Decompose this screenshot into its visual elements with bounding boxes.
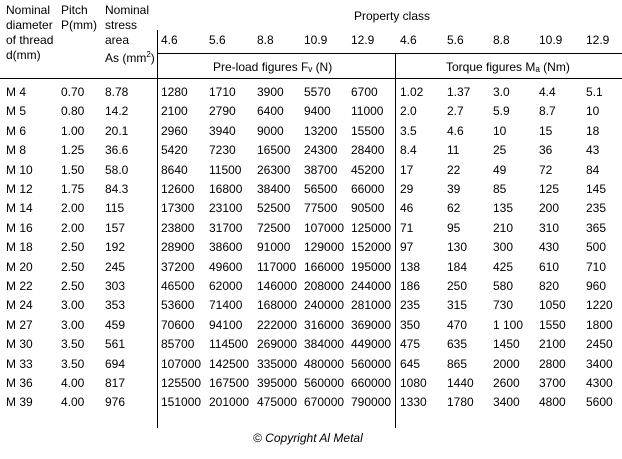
row-preload-4: 281000	[351, 298, 392, 312]
row-preload-1: 1710	[209, 85, 236, 99]
row-torque-0: 3.5	[400, 124, 417, 138]
row-area: 58.0	[105, 163, 129, 177]
row-preload-0: 2100	[161, 104, 188, 118]
row-pitch: 3.00	[61, 298, 85, 312]
row-torque-1: 184	[447, 260, 468, 274]
area-unit-close: )	[150, 51, 155, 65]
header-stress-area: stress	[105, 18, 138, 32]
row-pitch: 3.50	[61, 357, 85, 371]
row-torque-0: 235	[400, 298, 421, 312]
row-thread: M 6	[6, 124, 27, 138]
row-preload-4: 369000	[351, 318, 392, 332]
row-torque-1: 1780	[447, 395, 474, 409]
row-thread: M 27	[6, 318, 33, 332]
row-area: 14.2	[105, 104, 129, 118]
row-preload-1: 7230	[209, 143, 236, 157]
row-preload-4: 125000	[351, 221, 392, 235]
row-preload-3: 384000	[304, 337, 345, 351]
row-preload-2: 38400	[257, 182, 291, 196]
row-preload-4: 449000	[351, 337, 392, 351]
row-thread: M 8	[6, 143, 27, 157]
row-torque-0: 1080	[400, 376, 427, 390]
row-torque-3: 820	[539, 279, 560, 293]
row-preload-1: 31700	[209, 221, 243, 235]
row-torque-4: 145	[586, 182, 607, 196]
row-torque-3: 1550	[539, 318, 566, 332]
row-preload-0: 85700	[161, 337, 195, 351]
row-torque-1: 315	[447, 298, 468, 312]
row-preload-3: 560000	[304, 376, 345, 390]
row-pitch: 3.00	[61, 318, 85, 332]
row-preload-4: 660000	[351, 376, 392, 390]
row-preload-2: 117000	[257, 260, 297, 274]
row-torque-2: 2000	[493, 357, 520, 371]
row-torque-0: 29	[400, 182, 414, 196]
row-pitch: 3.50	[61, 337, 85, 351]
row-area: 115	[105, 201, 125, 215]
row-torque-4: 43	[586, 143, 600, 157]
row-pitch: 1.75	[61, 182, 85, 196]
row-preload-4: 790000	[351, 395, 392, 409]
row-torque-2: 300	[493, 240, 514, 254]
row-torque-3: 8.7	[539, 104, 556, 118]
row-torque-4: 960	[586, 279, 607, 293]
row-thread: M 36	[6, 376, 33, 390]
row-torque-2: 730	[493, 298, 514, 312]
row-torque-2: 85	[493, 182, 507, 196]
row-thread: M 39	[6, 395, 33, 409]
row-preload-0: 1280	[161, 85, 188, 99]
row-torque-1: 1.37	[447, 85, 471, 99]
header-stress-area: Nominal	[105, 3, 150, 17]
row-preload-0: 2960	[161, 124, 188, 138]
row-preload-1: 3940	[209, 124, 236, 138]
row-preload-2: 475000	[257, 395, 298, 409]
row-preload-3: 129000	[304, 240, 345, 254]
row-thread: M 30	[6, 337, 33, 351]
row-preload-1: 2790	[209, 104, 236, 118]
row-torque-4: 5.1	[586, 85, 603, 99]
row-preload-2: 395000	[257, 376, 298, 390]
row-torque-3: 3700	[539, 376, 566, 390]
row-preload-3: 166000	[304, 260, 345, 274]
row-pitch: 4.00	[61, 395, 85, 409]
row-preload-1: 23100	[209, 201, 243, 215]
row-area: 8.78	[105, 85, 129, 99]
row-torque-1: 2.7	[447, 104, 464, 118]
row-preload-3: 24300	[304, 143, 338, 157]
row-area: 303	[105, 279, 126, 293]
row-pitch: 2.00	[61, 201, 85, 215]
row-torque-4: 10	[586, 104, 600, 118]
row-preload-4: 6700	[351, 85, 378, 99]
torque-label: Torque figures Mₐ (Nm)	[446, 60, 570, 74]
header-class-7: 8.8	[493, 33, 510, 47]
row-torque-0: 97	[400, 240, 414, 254]
row-torque-1: 11	[447, 143, 460, 157]
row-pitch: 1.25	[61, 143, 85, 157]
row-torque-1: 1440	[447, 376, 474, 390]
preload-label: Pre-load figures Fᵥ (N)	[213, 60, 333, 74]
row-preload-0: 5420	[161, 143, 188, 157]
row-preload-1: 38600	[209, 240, 243, 254]
header-class-0: 4.6	[161, 33, 178, 47]
row-torque-2: 10	[493, 124, 507, 138]
row-preload-1: 201000	[209, 395, 250, 409]
row-torque-2: 25	[493, 143, 507, 157]
row-preload-3: 208000	[304, 279, 345, 293]
row-torque-4: 235	[586, 201, 607, 215]
row-torque-2: 1450	[493, 337, 520, 351]
header-class-1: 5.6	[209, 33, 226, 47]
header-thread-diameter: d(mm)	[6, 48, 41, 62]
row-preload-2: 168000	[257, 298, 298, 312]
header-stress-area: area	[105, 33, 130, 47]
row-preload-4: 195000	[351, 260, 392, 274]
row-preload-0: 53600	[161, 298, 195, 312]
row-torque-1: 22	[447, 163, 461, 177]
row-preload-4: 15500	[351, 124, 385, 138]
row-area: 976	[105, 395, 126, 409]
row-torque-1: 470	[447, 318, 468, 332]
row-preload-3: 316000	[304, 318, 345, 332]
row-torque-3: 200	[539, 201, 560, 215]
row-preload-1: 62000	[209, 279, 243, 293]
row-preload-4: 90500	[351, 201, 385, 215]
copyright-footer: © Copyright Al Metal	[253, 431, 363, 445]
row-preload-1: 94100	[209, 318, 243, 332]
row-torque-0: 17	[400, 163, 414, 177]
row-preload-1: 49600	[209, 260, 243, 274]
row-area: 20.1	[105, 124, 129, 138]
row-pitch: 2.00	[61, 221, 85, 235]
row-torque-2: 2600	[493, 376, 520, 390]
row-torque-4: 3400	[586, 357, 613, 371]
row-torque-0: 46	[400, 201, 414, 215]
row-thread: M 16	[6, 221, 33, 235]
row-torque-2: 425	[493, 260, 514, 274]
row-preload-2: 91000	[257, 240, 291, 254]
row-torque-3: 4.4	[539, 85, 556, 99]
row-torque-1: 95	[447, 221, 461, 235]
row-pitch: 1.00	[61, 124, 85, 138]
row-torque-0: 645	[400, 357, 421, 371]
row-preload-0: 70600	[161, 318, 195, 332]
row-preload-3: 480000	[304, 357, 345, 371]
row-preload-4: 244000	[351, 279, 392, 293]
row-torque-1: 635	[447, 337, 468, 351]
header-class-4: 12.9	[351, 33, 375, 47]
row-preload-2: 222000	[257, 318, 298, 332]
row-preload-1: 167500	[209, 376, 250, 390]
row-torque-1: 39	[447, 182, 461, 196]
row-area: 192	[105, 240, 126, 254]
header-thread-diameter: diameter	[6, 18, 53, 32]
row-preload-2: 16500	[257, 143, 291, 157]
row-preload-3: 5570	[304, 85, 331, 99]
row-area: 157	[105, 221, 126, 235]
row-area: 561	[105, 337, 126, 351]
row-preload-0: 12600	[161, 182, 195, 196]
row-torque-2: 210	[493, 221, 514, 235]
row-pitch: 1.50	[61, 163, 85, 177]
row-preload-4: 45200	[351, 163, 385, 177]
row-preload-0: 23800	[161, 221, 195, 235]
row-torque-4: 710	[586, 260, 607, 274]
row-preload-2: 72500	[257, 221, 291, 235]
row-preload-2: 3900	[257, 85, 284, 99]
row-torque-1: 865	[447, 357, 468, 371]
row-preload-3: 38700	[304, 163, 338, 177]
row-thread: M 22	[6, 279, 33, 293]
row-torque-3: 310	[539, 221, 560, 235]
row-preload-3: 77500	[304, 201, 338, 215]
row-torque-3: 430	[539, 240, 560, 254]
row-torque-2: 135	[493, 201, 514, 215]
row-preload-3: 13200	[304, 124, 338, 138]
header-class-3: 10.9	[304, 33, 328, 47]
row-preload-2: 146000	[257, 279, 298, 293]
row-torque-3: 125	[539, 182, 560, 196]
row-torque-3: 1050	[539, 298, 566, 312]
row-thread: M 33	[6, 357, 33, 371]
row-preload-2: 9000	[257, 124, 284, 138]
row-torque-4: 1800	[586, 318, 613, 332]
row-preload-3: 240000	[304, 298, 345, 312]
vertical-rule-middle	[395, 53, 396, 428]
row-preload-3: 56500	[304, 182, 338, 196]
row-torque-4: 365	[586, 221, 607, 235]
row-torque-1: 62	[447, 201, 461, 215]
vertical-rule-left	[157, 30, 158, 428]
row-preload-4: 11000	[351, 104, 384, 118]
row-preload-0: 17300	[161, 201, 195, 215]
area-unit-base: As (mm	[105, 51, 147, 65]
row-torque-2: 49	[493, 163, 507, 177]
header-rule-main	[0, 78, 622, 79]
row-preload-3: 107000	[304, 221, 345, 235]
row-torque-0: 8.4	[400, 143, 417, 157]
row-thread: M 4	[6, 85, 27, 99]
row-preload-2: 269000	[257, 337, 298, 351]
row-torque-3: 72	[539, 163, 553, 177]
row-area: 36.6	[105, 143, 129, 157]
row-torque-0: 71	[400, 221, 414, 235]
header-class-2: 8.8	[257, 33, 274, 47]
row-preload-2: 335000	[257, 357, 298, 371]
row-torque-0: 2.0	[400, 104, 417, 118]
row-preload-2: 26300	[257, 163, 291, 177]
row-preload-2: 52500	[257, 201, 291, 215]
row-torque-2: 1 100	[493, 318, 524, 332]
row-pitch: 0.80	[61, 104, 85, 118]
row-thread: M 14	[6, 201, 33, 215]
header-pitch: Pitch	[61, 3, 88, 17]
row-thread: M 24	[6, 298, 33, 312]
row-pitch: 4.00	[61, 376, 85, 390]
row-area: 353	[105, 298, 126, 312]
row-preload-0: 46500	[161, 279, 195, 293]
row-pitch: 2.50	[61, 279, 85, 293]
row-thread: M 12	[6, 182, 33, 196]
row-torque-4: 5600	[586, 395, 613, 409]
area-unit-exponent: 2	[146, 50, 151, 59]
row-torque-4: 84	[586, 163, 600, 177]
row-torque-3: 36	[539, 143, 553, 157]
row-preload-2: 6400	[257, 104, 284, 118]
row-torque-3: 610	[539, 260, 560, 274]
row-pitch: 2.50	[61, 260, 85, 274]
row-preload-3: 670000	[304, 395, 345, 409]
row-torque-2: 3400	[493, 395, 520, 409]
row-preload-0: 8640	[161, 163, 188, 177]
row-area: 694	[105, 357, 126, 371]
row-torque-4: 4300	[586, 376, 613, 390]
property-class-title: Property class	[354, 9, 431, 23]
row-torque-3: 15	[539, 124, 553, 138]
row-torque-1: 250	[447, 279, 468, 293]
row-thread: M 10	[6, 163, 33, 177]
row-preload-1: 114500	[209, 337, 249, 351]
row-thread: M 20	[6, 260, 33, 274]
row-preload-0: 37200	[161, 260, 195, 274]
row-preload-1: 16800	[209, 182, 243, 196]
row-torque-0: 1330	[400, 395, 427, 409]
row-torque-1: 4.6	[447, 124, 464, 138]
header-pitch: P(mm)	[61, 18, 97, 32]
row-preload-0: 151000	[161, 395, 202, 409]
row-torque-4: 2450	[586, 337, 613, 351]
header-stress-area-unit	[105, 49, 155, 64]
row-torque-4: 1220	[586, 298, 613, 312]
row-torque-1: 130	[447, 240, 468, 254]
header-thread-diameter: Nominal	[6, 3, 51, 17]
row-preload-4: 152000	[351, 240, 392, 254]
row-torque-2: 5.9	[493, 104, 510, 118]
header-thread-diameter: of thread	[6, 33, 54, 47]
row-pitch: 2.50	[61, 240, 85, 254]
row-torque-0: 138	[400, 260, 421, 274]
row-torque-4: 18	[586, 124, 600, 138]
row-preload-1: 71400	[209, 298, 243, 312]
header-class-6: 5.6	[447, 33, 464, 47]
row-torque-3: 2100	[539, 337, 566, 351]
row-preload-3: 9400	[304, 104, 331, 118]
row-preload-1: 11500	[209, 163, 242, 177]
row-preload-0: 107000	[161, 357, 202, 371]
row-torque-0: 475	[400, 337, 421, 351]
header-class-9: 12.9	[586, 33, 610, 47]
row-preload-0: 125500	[161, 376, 202, 390]
row-torque-3: 4800	[539, 395, 566, 409]
row-thread: M 5	[6, 104, 27, 118]
row-torque-0: 186	[400, 279, 421, 293]
row-area: 84.3	[105, 182, 129, 196]
row-torque-2: 3.0	[493, 85, 510, 99]
row-torque-4: 500	[586, 240, 607, 254]
row-thread: M 18	[6, 240, 33, 254]
header-rule-classes	[157, 53, 622, 54]
row-torque-2: 580	[493, 279, 514, 293]
row-area: 245	[105, 260, 126, 274]
row-area: 459	[105, 318, 126, 332]
row-torque-0: 1.02	[400, 85, 424, 99]
row-preload-0: 28900	[161, 240, 195, 254]
row-torque-3: 2800	[539, 357, 566, 371]
row-preload-4: 560000	[351, 357, 392, 371]
row-preload-4: 66000	[351, 182, 385, 196]
row-preload-4: 28400	[351, 143, 385, 157]
row-area: 817	[105, 376, 126, 390]
row-torque-0: 350	[400, 318, 421, 332]
row-preload-1: 142500	[209, 357, 250, 371]
header-class-5: 4.6	[400, 33, 417, 47]
header-class-8: 10.9	[539, 33, 563, 47]
row-pitch: 0.70	[61, 85, 85, 99]
